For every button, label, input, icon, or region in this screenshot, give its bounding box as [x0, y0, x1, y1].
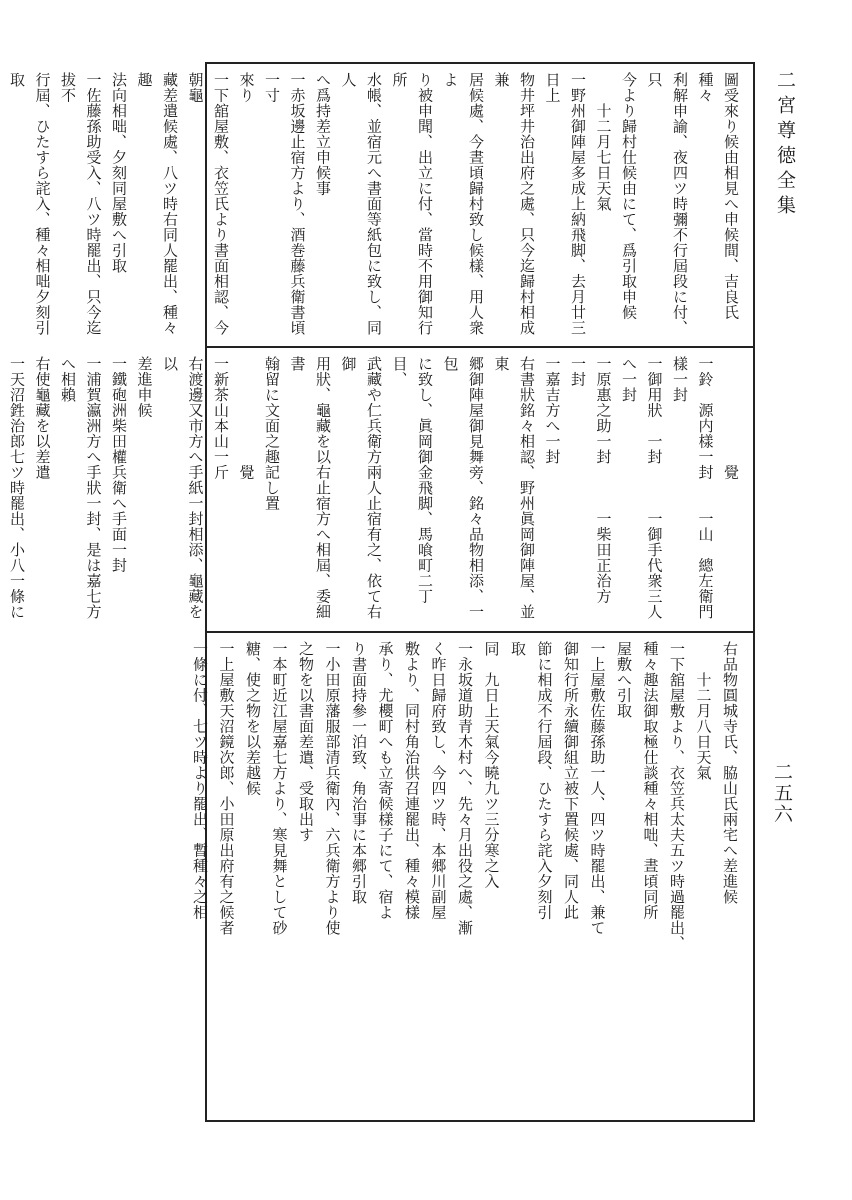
text-line: く昨日歸府致し、今四ツ時、本郷川副屋: [429, 641, 448, 920]
text-line: 十二月八日天氣: [694, 641, 713, 781]
text-line: 居候處、今晝頃歸村致し候樣、用人衆よ: [441, 72, 485, 336]
text-line: 一條に付、七ツ時より罷出、暫種々之相: [191, 641, 209, 920]
text-line: 承り、尤櫻町へも立寄候樣子にて、宿よ: [376, 641, 395, 920]
text-line: 武藏や仁兵衛方兩人止宿有之、依て右御: [339, 356, 383, 620]
text-line: 翰留に文面之趣記し置: [263, 356, 281, 511]
text-frame: [8, 62, 755, 1122]
text-line: 一新茶山本山一斤: [212, 356, 230, 480]
text-line: 之物を以書面差遣、受取出す: [297, 641, 315, 843]
text-line: 一下舘屋敷より、衣笠兵太夫五ツ時過罷出、: [668, 641, 686, 951]
text-line: 一小田原藩服部清兵衛內、六兵衛方より使: [323, 641, 342, 936]
text-line: 物井坪井治出府之處、只今迄歸村相成兼: [492, 72, 536, 336]
text-line: 同 九日上天氣今曉九ツ三分寒之入: [482, 641, 501, 889]
text-line: 一上屋敷佐藤孫助一人、四ツ時罷出、兼て: [588, 641, 607, 936]
text-line: り書面持參一泊致、角治事に本郷引取: [350, 641, 368, 905]
text-line: 一鐵砲洲柴田權兵衛へ手面一封: [110, 356, 128, 573]
vertical-text-block: [187, 641, 744, 1112]
text-line: 用狀、龜藏を以右止宿方へ相屆、委細書: [288, 356, 332, 620]
text-line: 一嘉吉方へ一封: [543, 356, 562, 465]
text-line: 一上屋敷天沼鏡次郎、小田原出府有之候者: [217, 641, 236, 936]
text-line: 十二月七日天氣: [594, 72, 613, 212]
text-band-upper: [8, 64, 753, 346]
text-line: 敷より、同村角治供召連罷出、種々模樣: [403, 641, 421, 920]
text-line: 一下舘屋敷、衣笠氏より書面相認、今朝龜: [186, 72, 230, 336]
text-line: 一鈴 源内樣一封 一山 總左衛門樣一封: [671, 356, 715, 620]
text-line: 右渡邊又市方へ手紙一封相添、龜藏を以: [161, 356, 205, 620]
page-number: 二五六: [771, 762, 793, 825]
text-band-lower: [191, 633, 753, 1120]
text-line: 郷御陣屋御見舞旁、銘々品物相添、一包: [441, 356, 485, 620]
text-line: 屋敷へ引取: [615, 641, 633, 719]
text-line: 節に相成不行屆段、ひたすら詫入夕刻引: [535, 641, 554, 920]
text-line: 覺: [722, 356, 740, 480]
text-line: 右使龜藏を以差遣: [33, 356, 52, 480]
text-line: り被申聞、出立に付、當時不用御知行所: [390, 72, 434, 336]
text-line: 一永坂道助青木村へ、先々月出役之處、漸: [456, 641, 474, 936]
text-line: 差進申候: [135, 356, 154, 418]
running-header-title: 二宮尊徳全集: [774, 70, 796, 220]
text-line: 行屆、ひたすら詫入、種々相咄夕刻引取: [8, 72, 52, 336]
text-line: 種々趣法御取極仕談種々相咄、晝頃同所: [641, 641, 660, 920]
text-line: 今より歸村仕候由にて、爲引取申候: [620, 72, 638, 320]
text-line: 利解申諭、夜四ツ時彌不行屆段に付、只: [645, 72, 689, 336]
text-line: 一浦賀瀛洲方へ手狀一封、是は嘉七方へ相賴: [59, 356, 103, 620]
text-line: [0, 72, 4, 338]
text-line: 右書狀銘々相認、野州眞岡御陣屋、並東: [492, 356, 536, 620]
text-line: 取: [509, 641, 527, 657]
text-line: 御知行所永續御組立被下置候處、同人此: [562, 641, 580, 920]
vertical-text-block: [0, 72, 743, 338]
text-line: 一佐藤孫助受入、八ツ時罷出、只今迄拔不: [59, 72, 103, 336]
text-line: 一野州御陣屋多成上納飛脚、去月廿三日上: [543, 72, 587, 336]
vertical-text-block: [0, 356, 743, 635]
text-line: 糖、使之物を以差越候: [244, 641, 262, 796]
text-line: 一御用狀 一封 一御手代衆三人へ一封: [620, 356, 664, 620]
text-line: 圖受來り候由相見へ申候間、吉良氏種々: [696, 72, 740, 320]
text-line: 水帳、並宿元へ書面等紙包に致し、同人: [339, 72, 383, 336]
text-line: 右品物圓城寺氏、脇山氏兩宅へ差進候: [721, 641, 739, 905]
text-line: に致し、眞岡御金飛脚、馬喰町二丁目、: [390, 356, 434, 604]
text-line: 來り: [237, 72, 256, 103]
text-line: 藏差遣候處、八ツ時右同人罷出、種々趣: [135, 72, 179, 336]
text-line: 一原惠之助一封 一柴田正治方 一封: [569, 356, 613, 635]
text-line: 法向相咄、夕刻同屋敷へ引取: [110, 72, 128, 274]
text-line: 覺: [237, 356, 256, 480]
text-line: 一本町近江屋嘉七方より、寒見舞として砂: [270, 641, 289, 936]
text-band-middle: [8, 348, 753, 635]
text-line: 一天沼鉎治郎七ツ時罷出、小八一條に: [8, 356, 26, 620]
text-line: へ爲持差立申候事: [314, 72, 332, 196]
text-line: 一赤坂邊止宿方より、酒巻藤兵衛書頃一寸: [263, 72, 307, 336]
